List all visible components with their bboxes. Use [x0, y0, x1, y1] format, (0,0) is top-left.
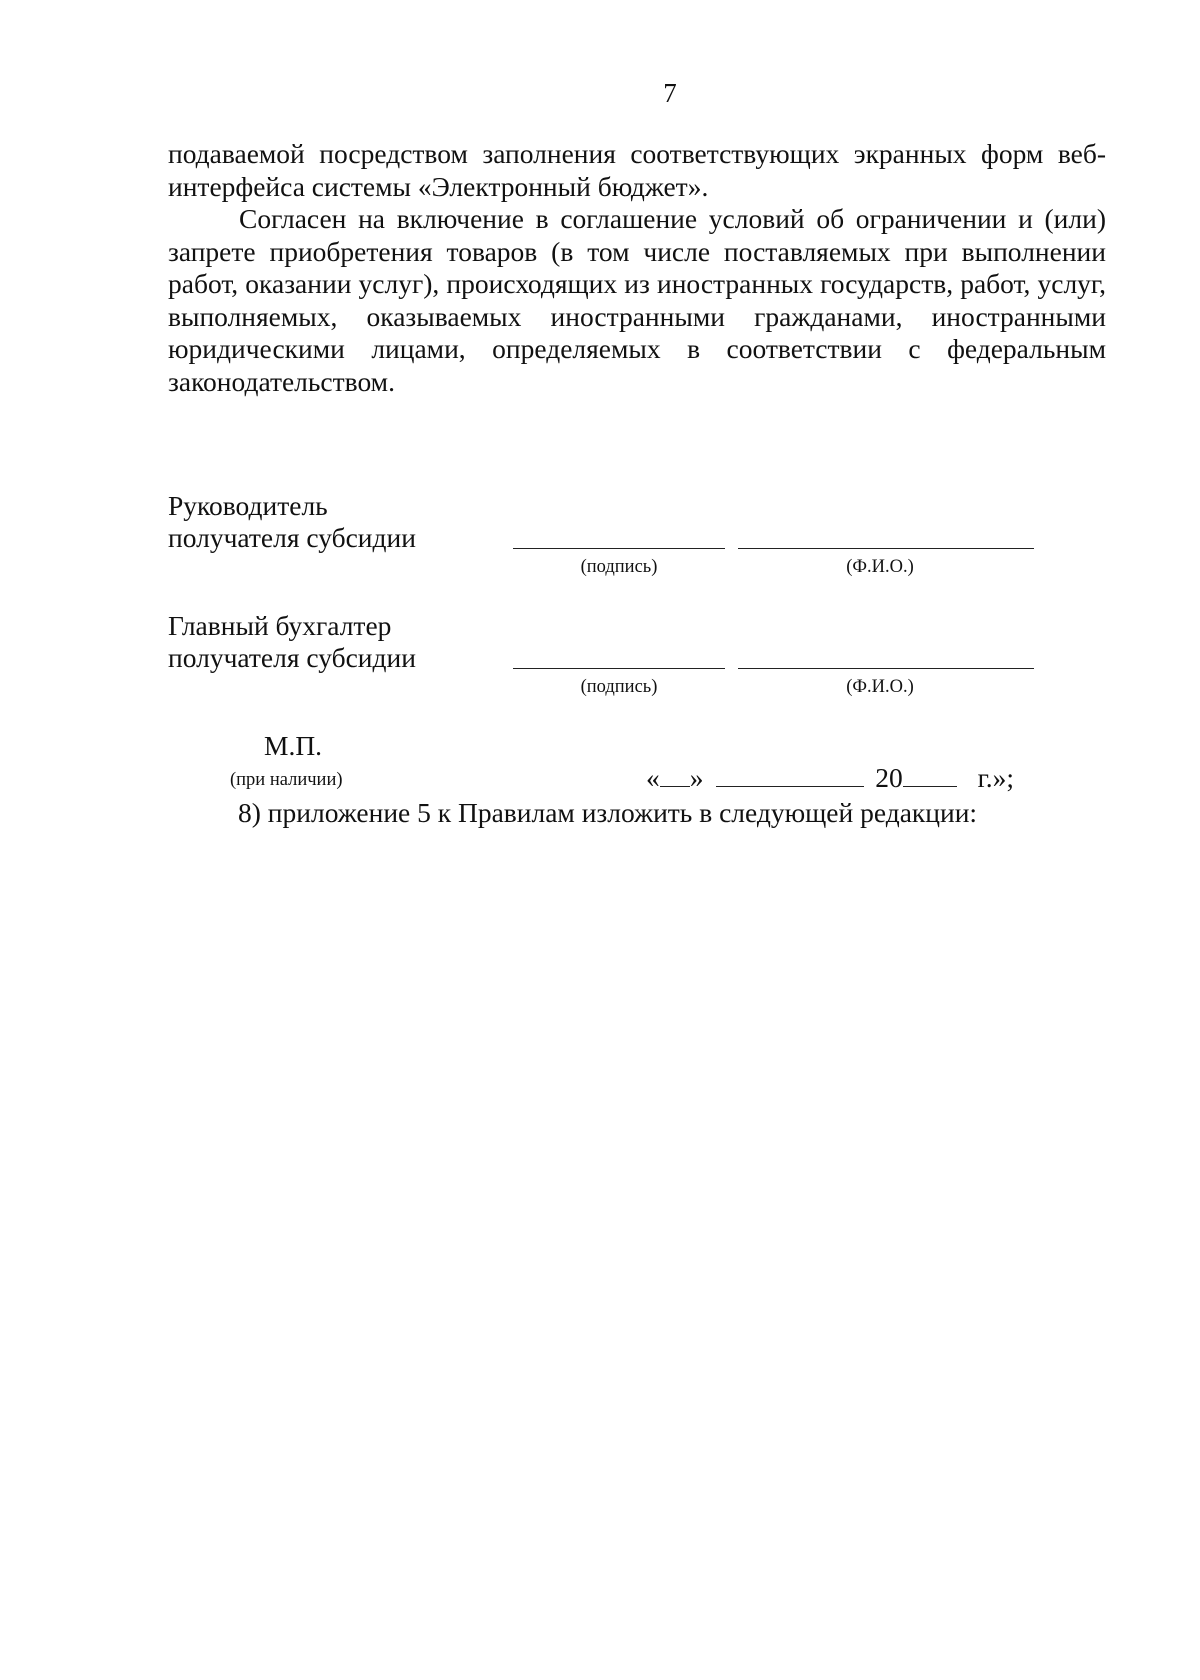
date-month-blank: [716, 764, 864, 787]
paragraph-1-line-2: интерфейса системы «Электронный бюджет».: [168, 170, 709, 202]
page-number: 7: [663, 78, 677, 108]
date-open-quote: «: [646, 762, 660, 793]
stamp-label: М.П.: [264, 730, 323, 761]
head-title: [168, 490, 416, 554]
head-title-line-2: получателя субсидии: [168, 522, 416, 553]
date-day-blank: [660, 764, 690, 787]
accountant-name-caption: (Ф.И.О.): [846, 677, 914, 697]
accountant-name-line: [738, 668, 1034, 669]
body-text: [168, 138, 1106, 398]
accountant-signature-caption: (подпись): [580, 677, 658, 697]
date-close-quote: »: [689, 762, 704, 793]
closing-line: 8) приложение 5 к Правилам изложить в следующей редакции:: [238, 797, 978, 828]
head-name-line: [738, 548, 1034, 549]
date-suffix: г.»;: [977, 762, 1015, 793]
head-signature-caption: (подпись): [580, 557, 658, 577]
stamp-note: (при наличии): [230, 770, 343, 790]
date-year-blank: [903, 764, 957, 787]
date-year-prefix: 20: [875, 762, 903, 793]
accountant-title-line-1: Главный бухгалтер: [168, 610, 392, 641]
accountant-signature-line: [513, 668, 725, 669]
paragraph-1-line-1: подаваемой посредством заполнения соответствующих экранных форм веб-: [168, 138, 1106, 169]
date-row: [646, 762, 1014, 794]
accountant-title-line-2: получателя субсидии: [168, 642, 416, 673]
paragraph-2: Согласен на включение в соглашение условий об ограничении и (или) запрете приобретения товаров (в том числе поставляемых при выполнении работ, оказании услуг), происходящих из иностранных государств, работ, услуг, выполняемых, оказываемых иностранными гражданами, иностранными юридическими лицами, определяемых в соответствии с федеральным законодательством.: [168, 203, 1106, 397]
head-name-caption: (Ф.И.О.): [846, 557, 914, 577]
head-signature-line: [513, 548, 725, 549]
head-title-line-1: Руководитель: [168, 490, 328, 521]
accountant-title: [168, 610, 416, 674]
